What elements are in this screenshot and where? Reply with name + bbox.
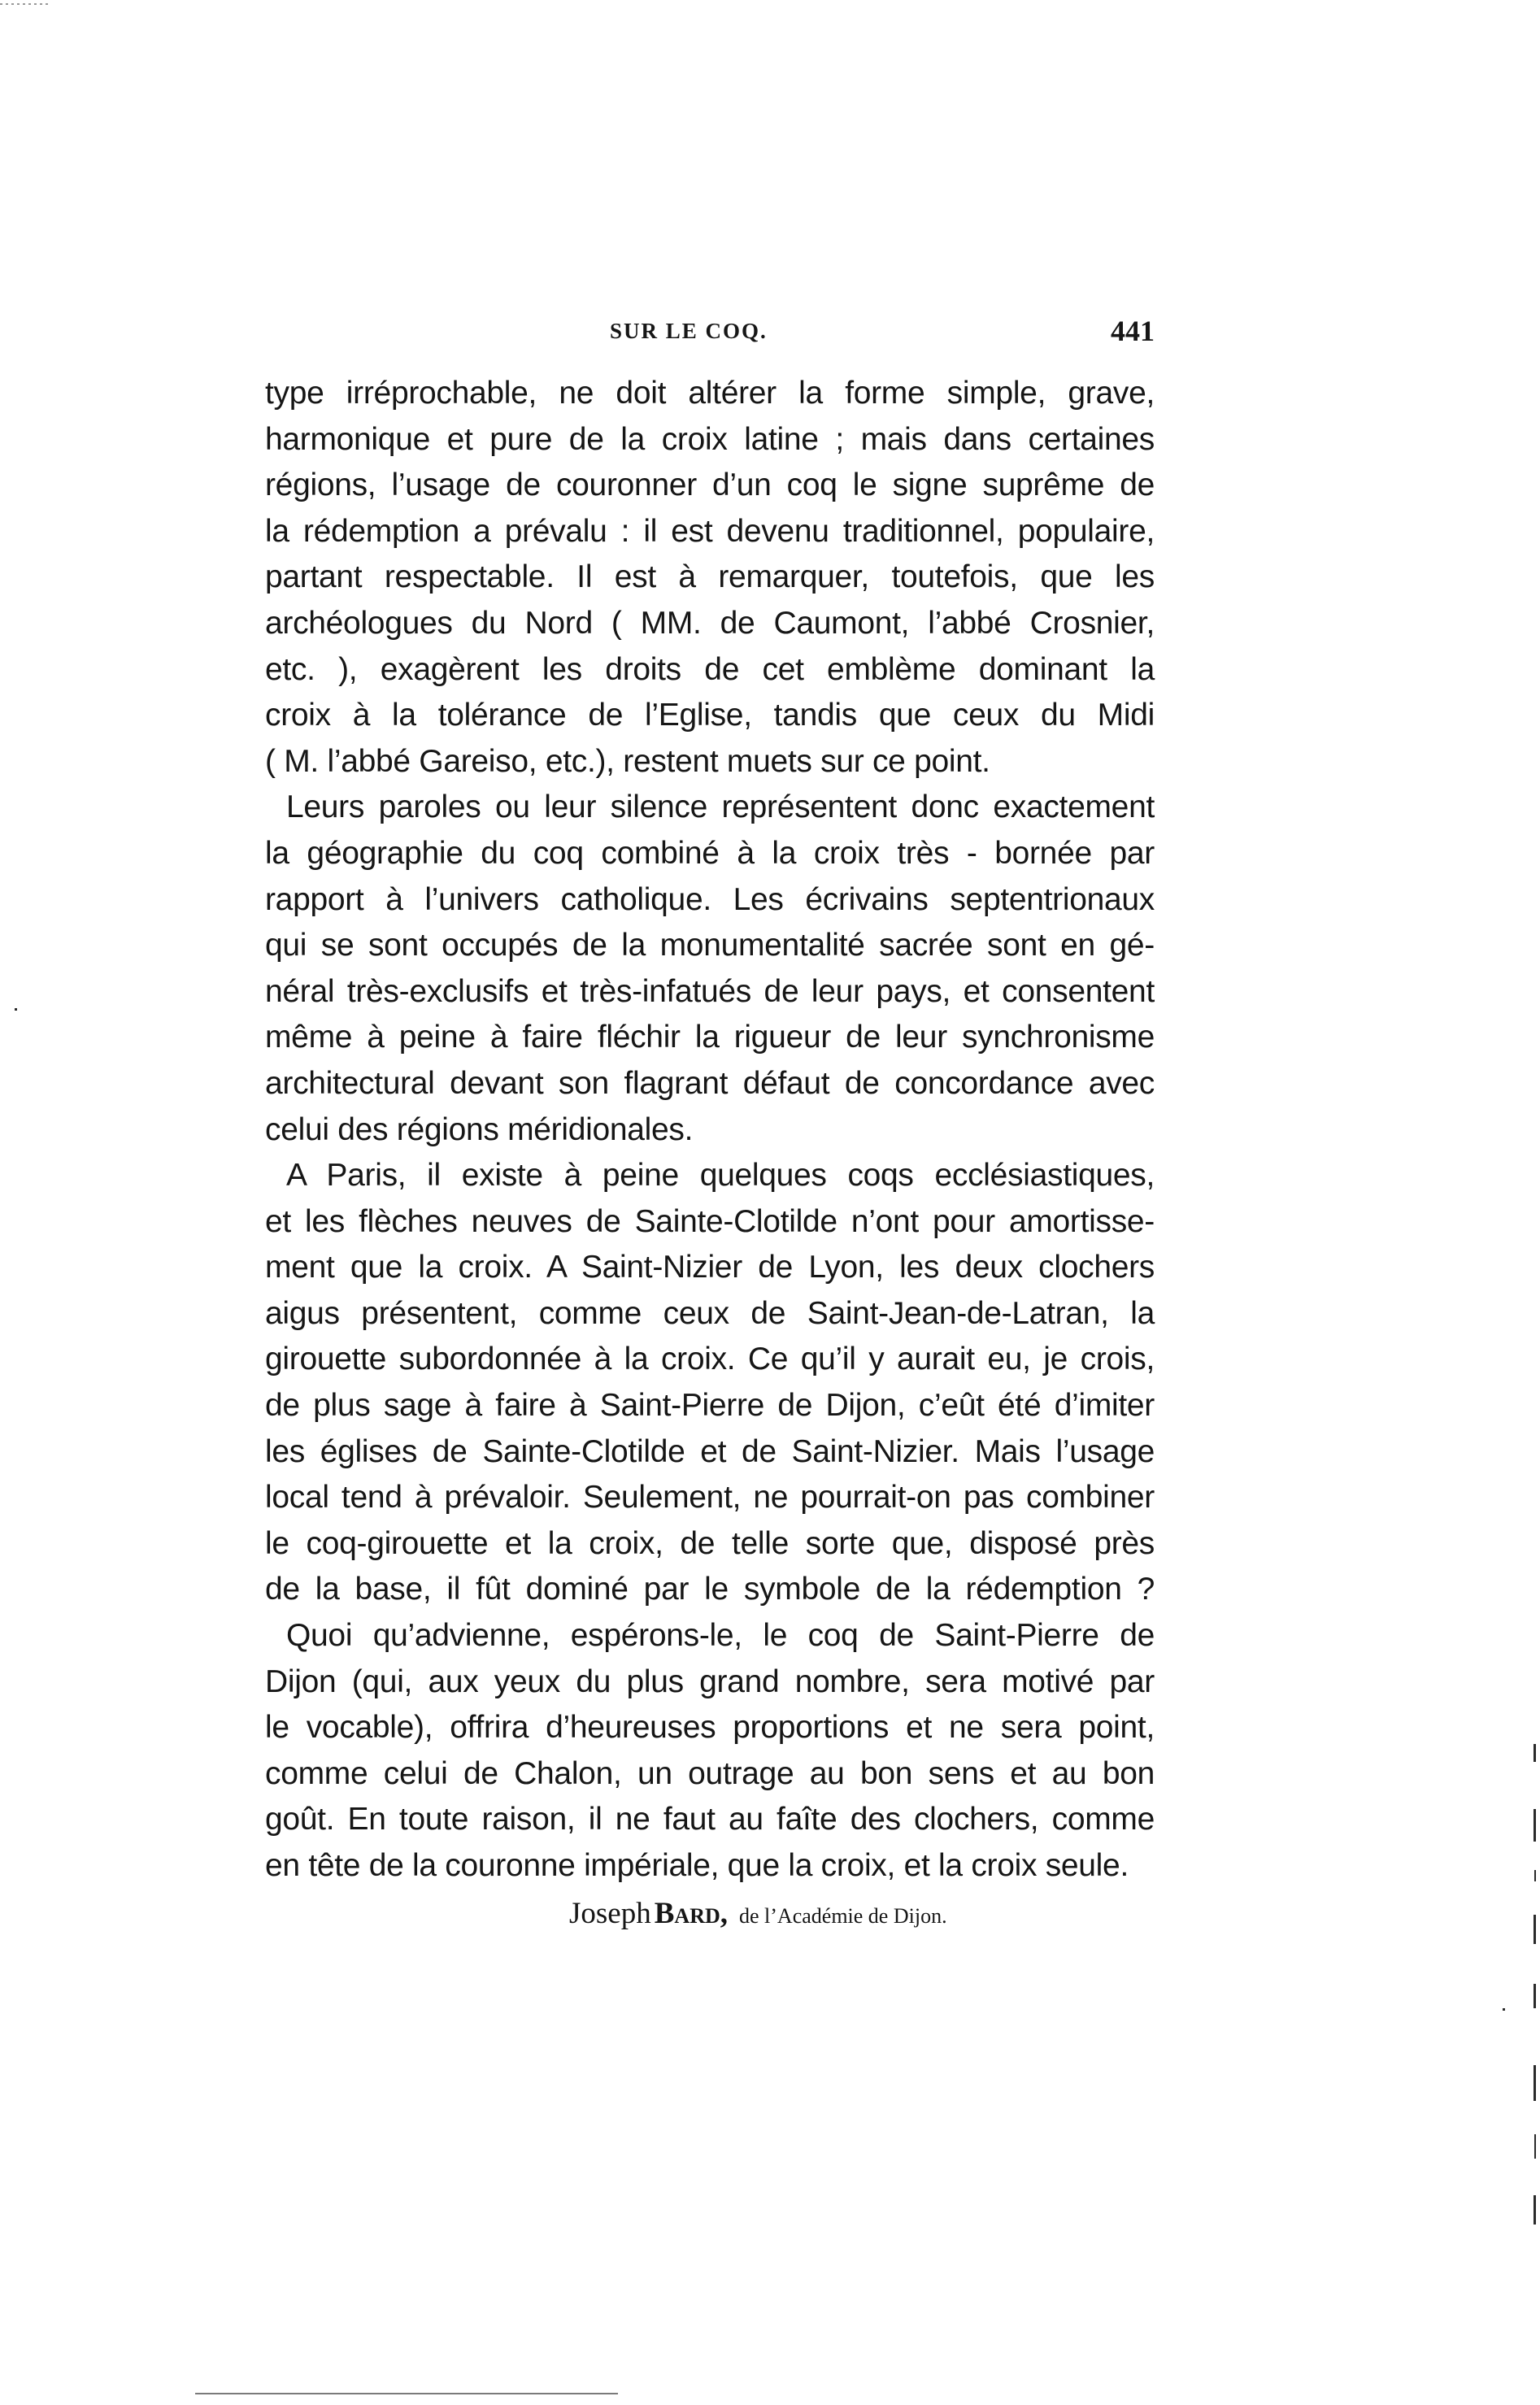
running-head: SUR LE COQ. bbox=[610, 319, 768, 343]
text-line: la rédemption a prévalu : il est devenu traditionnel, populaire, bbox=[265, 513, 1155, 549]
author-signature bbox=[569, 1896, 947, 1931]
text-line: croix à la tolérance de l’Eglise, tandis que ceux du Midi bbox=[265, 698, 1155, 733]
scan-margin-mark bbox=[1534, 1870, 1536, 1881]
text-line: type irréprochable, ne doit altérer la forme simple, grave, bbox=[265, 376, 1155, 411]
body-text bbox=[265, 371, 1155, 1890]
text-line: archéologues du Nord ( MM. de Caumont, l’abbé Crosnier, bbox=[265, 605, 1155, 641]
scan-margin-mark bbox=[1533, 2065, 1536, 2101]
page-header bbox=[265, 315, 1155, 358]
scan-margin-mark bbox=[1533, 1984, 1536, 2008]
text-line: les églises de Sainte-Clotilde et de Saint-Nizier. Mais l’usage bbox=[265, 1433, 1155, 1469]
text-line: Quoi qu’advienne, espérons-le, le coq de Saint-Pierre de bbox=[286, 1618, 1155, 1654]
scan-margin-mark bbox=[1503, 2008, 1505, 2011]
text-line: qui se sont occupés de la monumentalité sacrée sont en gé- bbox=[265, 928, 1155, 963]
scan-margin-mark bbox=[1534, 2134, 1536, 2159]
text-line: A Paris, il existe à peine quelques coqs ecclésiastiques, bbox=[286, 1158, 1155, 1194]
text-line: Leurs paroles ou leur silence représentent donc exactement bbox=[286, 789, 1155, 825]
scan-margin-mark bbox=[1533, 1744, 1536, 1762]
text-line: Dijon (qui, aux yeux du plus grand nombre, sera motivé par bbox=[265, 1663, 1155, 1699]
text-line: comme celui de Chalon, un outrage au bon sens et au bon bbox=[265, 1755, 1155, 1791]
text-line: harmonique et pure de la croix latine ; mais dans certaines bbox=[265, 421, 1155, 457]
text-line: le vocable), offrira d’heureuses proportions et ne sera point, bbox=[265, 1710, 1155, 1746]
text-line: néral très-exclusifs et très-infatués de leur pays, et consentent bbox=[265, 973, 1155, 1009]
text-line: en tête de la couronne impériale, que la croix, et la croix seule. bbox=[265, 1848, 1129, 1883]
text-line: goût. En toute raison, il ne faut au faîte des clochers, comme bbox=[265, 1802, 1155, 1837]
scan-margin-mark bbox=[15, 1008, 17, 1011]
text-line: local tend à prévaloir. Seulement, ne pourrait-on pas combiner bbox=[265, 1480, 1155, 1516]
page-number: 441 bbox=[1111, 315, 1155, 347]
author-affiliation: de l’Académie de Dijon. bbox=[739, 1904, 947, 1928]
text-line: et les flèches neuves de Sainte-Clotilde n’ont pour amortisse- bbox=[265, 1203, 1155, 1239]
text-line: etc. ), exagèrent les droits de cet emblème dominant la bbox=[265, 651, 1155, 687]
text-line: régions, l’usage de couronner d’un coq le signe suprême de bbox=[265, 468, 1155, 503]
text-line: girouette subordonnée à la croix. Ce qu’il y aurait eu, je crois, bbox=[265, 1342, 1155, 1377]
text-line: de la base, il fût dominé par le symbole de la rédemption ? bbox=[265, 1572, 1155, 1607]
text-line: architectural devant son flagrant défaut de concordance avec bbox=[265, 1065, 1155, 1101]
text-line: même à peine à faire fléchir la rigueur de leur synchronisme bbox=[265, 1020, 1155, 1055]
scan-margin-mark bbox=[1533, 2195, 1536, 2225]
scan-margin-mark bbox=[1533, 1809, 1536, 1842]
text-line: la géographie du coq combiné à la croix très - bornée par bbox=[265, 835, 1155, 871]
scan-edge-dots bbox=[0, 3, 49, 5]
scan-bottom-rule bbox=[195, 2393, 618, 2394]
text-line: ( M. l’abbé Gareiso, etc.), restent muets sur ce point. bbox=[265, 743, 990, 779]
scan-margin-mark bbox=[1533, 1915, 1536, 1944]
text-line: partant respectable. Il est à remarquer, toutefois, que les bbox=[265, 559, 1155, 595]
text-line: aigus présentent, comme ceux de Saint-Jean-de-Latran, la bbox=[265, 1295, 1155, 1331]
text-line: de plus sage à faire à Saint-Pierre de Dijon, c’eût été d’imiter bbox=[265, 1388, 1155, 1424]
text-line: rapport à l’univers catholique. Les écrivains septentrionaux bbox=[265, 881, 1155, 917]
author-surname: Bard, bbox=[654, 1897, 728, 1930]
text-line: ment que la croix. A Saint-Nizier de Lyon, les deux clochers bbox=[265, 1250, 1155, 1285]
text-line: le coq-girouette et la croix, de telle sorte que, disposé près bbox=[265, 1525, 1155, 1561]
author-first-name: Joseph bbox=[569, 1897, 651, 1930]
text-line: celui des régions méridionales. bbox=[265, 1111, 694, 1147]
